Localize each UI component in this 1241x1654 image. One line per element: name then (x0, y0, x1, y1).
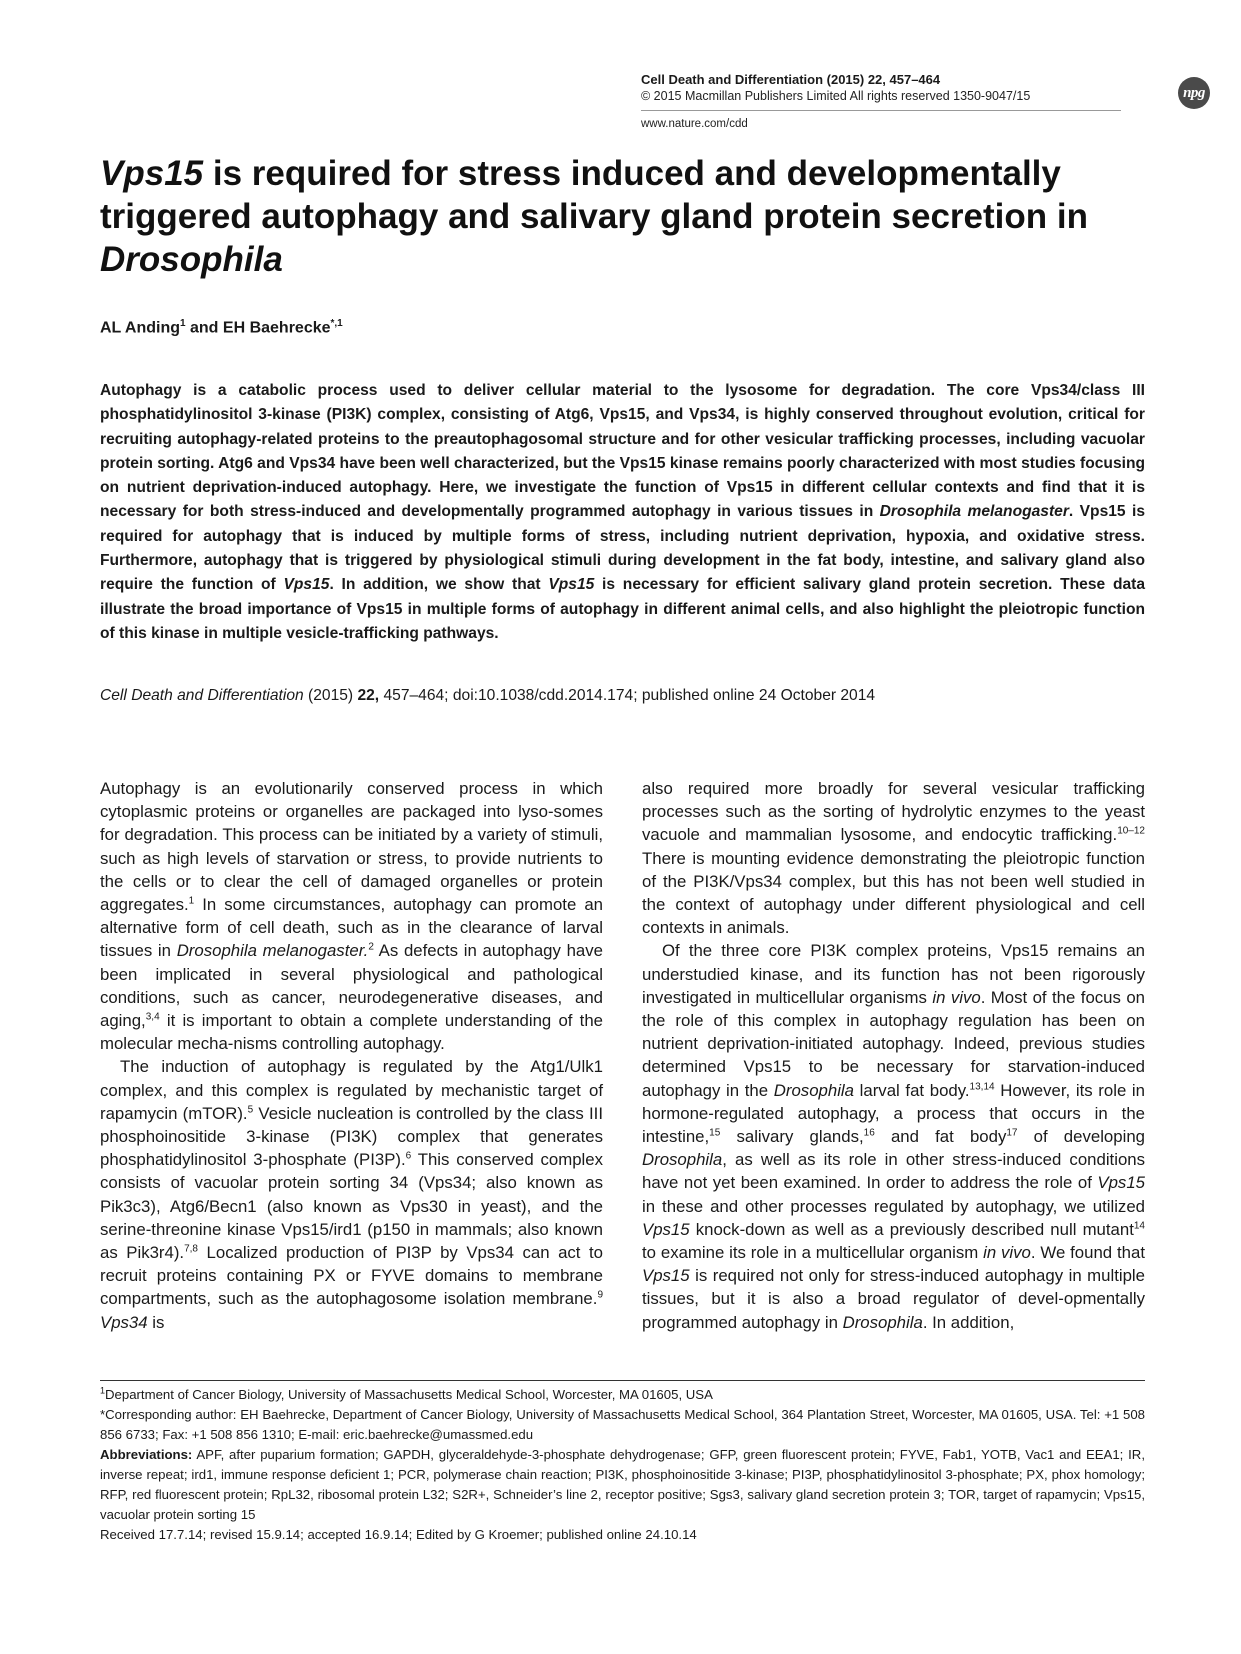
body-italic: in vivo (932, 987, 981, 1007)
author-2-affiliation: *,1 (330, 318, 343, 329)
reference-marker[interactable]: 3,4 (145, 1011, 160, 1023)
abstract-text: . In addition, we show that (329, 576, 549, 594)
title-gene: Vps15 (100, 154, 204, 193)
body-paragraph (100, 777, 603, 1055)
body-paragraph (642, 939, 1145, 1333)
affiliation-marker: 1 (100, 1385, 106, 1396)
received-dates-note: Received 17.7.14; revised 15.9.14; accepted 16.9.14; Edited by G Kroemer; published online 24.10.14 (100, 1527, 697, 1542)
affiliation-note (100, 1385, 1145, 1405)
body-text: In some circumstances, autophagy can promote an alternative form of cell death, such as in the clearance of larval tissues in (100, 895, 603, 961)
body-italic: Drosophila (642, 1150, 723, 1170)
author-list (100, 318, 343, 337)
body-paragraph (100, 1055, 603, 1333)
corresponding-author-note: *Corresponding author: EH Baehrecke, Department of Cancer Biology, University of Massachusetts Medical School, 364 Plantation Street, Worcester, MA 01605, USA. Tel: +1 508 856 6733; Fax: +1 508 856 1310; E-mail: eric.baehrecke@umassmed.edu (100, 1407, 1145, 1442)
abstract-text: . Vps15 is required for autophagy that is induced by multiple forms of stress, including nutrient deprivation, hypoxia, and oxidative stress. Furthermore, autophagy that is triggered by physiological stimuli during development in the fat body, intestine, and salivary gland also require the function of (100, 503, 1146, 594)
reference-marker[interactable]: 15 (709, 1127, 721, 1139)
body-italic: Vps15 (642, 1219, 690, 1239)
footnotes (100, 1385, 1145, 1545)
body-text: Vesicle nucleation is controlled by the class III phosphoinositide 3-kinase (PI3K) complex that generates phosphatidylinositol 3-phosphate (PI3P). (100, 1103, 603, 1170)
journal-header (641, 72, 1121, 104)
abstract-italic: Vps15 (548, 576, 595, 594)
body-paragraph (642, 777, 1145, 939)
author-2: EH Baehrecke (222, 319, 331, 337)
body-italic: Drosophila melanogaster. (176, 941, 369, 961)
body-italic: Vps34 (100, 1312, 148, 1332)
body-text: . In addition, (922, 1312, 1015, 1332)
abstract-text: Autophagy is a catabolic process used to deliver cellular material to the lysosome for degradation. The core Vps34/class III phosphatidylinositol 3-kinase (PI3K) complex, consisting of Atg6, Vps15, and Vps34, is highly conserved throughout evolution, critical for recruiting autophagy-related proteins to the preautophagosomal structure and for other vesicular trafficking processes, including vacuolar protein sorting. Atg6 and Vps34 have been well characterized, but the Vps15 kinase remains poorly characterized with most studies focusing on nutrient deprivation-induced autophagy. Here, we investigate the function of Vps15 in different cellular contexts and find that it is necessary for both stress-induced and developmentally programmed autophagy in various tissues in (100, 382, 1145, 521)
journal-citation: Cell Death and Differentiation (2015) 22, 457–464 (641, 72, 941, 87)
header-rule (641, 110, 1121, 111)
body-text: . We found that (1030, 1243, 1145, 1263)
body-text: in these and other processes regulated by autophagy, we utilized (642, 1196, 1145, 1216)
body-italic: Drosophila (773, 1080, 854, 1100)
body-italic: Drosophila (842, 1312, 923, 1332)
copyright-line: © 2015 Macmillan Publishers Limited All rights reserved 1350-9047/15 (641, 89, 1031, 103)
body-text: knock-down as well as a previously described null mutant (689, 1219, 1134, 1239)
reference-marker[interactable]: 7,8 (184, 1243, 198, 1255)
title-main: is required for stress induced and developmentally triggered autophagy and salivary gland protein secretion in (100, 154, 1088, 236)
reference-marker[interactable]: 10–12 (1117, 825, 1145, 837)
body-italic: in vivo (983, 1243, 1031, 1263)
citation-doi: 457–464; doi:10.1038/cdd.2014.174; published online 24 October 2014 (379, 687, 876, 704)
abbreviations-note (100, 1445, 1145, 1525)
body-text: larval fat body. (854, 1080, 970, 1100)
author-1-affiliation: 1 (179, 318, 186, 329)
reference-marker[interactable]: 13,14 (969, 1081, 995, 1093)
abbreviations-text: APF, after puparium formation; GAPDH, glyceraldehyde-3-phosphate dehydrogenase; GFP, green fluorescent protein; FYVE, Fab1, YOTB, Vac1 and EEA1; IR, inverse repeat; ird1, immune response deficient 1; PCR, polymerase chain reaction; PI3K, phosphoinositide 3-kinase; PI3P, phosphatidylinositol 3-phosphate; PX, phox homology; RFP, red fluorescent protein; RpL32, ribosomal protein L32; S2R+, Schneider’s line 2, receptor positive; Sgs3, salivary gland secretion protein 3; TOR, target of rapamycin; Vps15, vacuolar protein sorting 15 (100, 1447, 1145, 1522)
reference-marker[interactable]: 6 (405, 1150, 412, 1162)
body-text: , as well as its role in other stress-induced conditions have not yet been examined. In order to address the role of (642, 1150, 1145, 1193)
citation-journal: Cell Death and Differentiation (100, 687, 304, 704)
abstract (100, 379, 1145, 646)
reference-marker[interactable]: 1 (188, 895, 195, 907)
body-text: Autophagy is an evolutionarily conserved process in which cytoplasmic proteins or organelles are packaged into lyso-somes for degradation. This process can be initiated by a variety of stimuli, such as high levels of starvation or stress, to provide nutrients to the cells or to clear the cell of damaged organelles or protein aggregates. (100, 779, 603, 915)
reference-marker[interactable]: 5 (247, 1104, 254, 1116)
body-text: it is important to obtain a complete understanding of the molecular mecha-nisms controlling autophagy. (100, 1011, 603, 1054)
body-text: The induction of autophagy is regulated by the Atg1/Ulk1 complex, and this complex is regulated by mechanistic target of rapamycin (mTOR). (100, 1057, 603, 1123)
author-1: AL Anding (100, 319, 180, 337)
body-text: . Most of the focus on the role of this complex in autophagy regulation has been on nutrient deprivation-initiated autophagy. Indeed, previous studies determined Vps15 to be necessary for starvation-induced autophagy in the (642, 987, 1145, 1100)
body-text: also required more broadly for several vesicular trafficking processes such as the sorting of hydrolytic enzymes to the yeast vacuole and mammalian lysosome, and endocytic trafficking. (642, 779, 1145, 845)
reference-marker[interactable]: 9 (597, 1289, 603, 1301)
reference-marker[interactable]: 17 (1006, 1127, 1018, 1139)
body-text: As defects in autophagy have been implicated in several physiological and pathological conditions, such as cancer, neurodegenerative diseases, and aging, (100, 941, 603, 1031)
abstract-text: is necessary for efficient salivary gland protein secretion. These data illustrate the broad importance of Vps15 in multiple forms of autophagy in different animal cells, and also highlight the pleiotropic function of this kinase in multiple vesicle-trafficking pathways. (100, 576, 1146, 642)
citation-year: (2015) (303, 687, 358, 704)
body-text: is required not only for stress-induced autophagy in multiple tissues, but it is also a broad regulator of devel-opmentally programmed autophagy in (642, 1266, 1145, 1332)
body-text: is (147, 1312, 165, 1332)
body-column-right (642, 777, 1145, 1334)
body-text: However, its role in hormone-regulated autophagy, a process that occurs in the intestine, (642, 1080, 1145, 1147)
reference-marker[interactable]: 2 (368, 941, 374, 953)
author-connector: and (185, 319, 223, 337)
body-text: There is mounting evidence demonstrating the pleiotropic function of the PI3K/Vps34 complex, but this has not been well studied in the context of autophagy under different physiological and cell contexts in animals. (642, 848, 1145, 938)
body-text: and fat body (874, 1127, 1007, 1147)
body-italic: Vps15 (642, 1266, 690, 1286)
abstract-italic: Vps15 (283, 576, 330, 594)
body-text: salivary glands, (720, 1127, 864, 1147)
body-text: Localized production of PI3P by Vps34 can act to recruit proteins containing PX or FYVE domains to membrane compartments, such as the autophagosome isolation membrane. (100, 1243, 603, 1309)
citation-volume: 22, (357, 687, 380, 704)
body-column-left (100, 777, 603, 1334)
body-text: This conserved complex consists of vacuolar protein sorting 34 (Vps34; also known as Pik3c3), Atg6/Becn1 (also known as Vps30 in yeast), and the serine-threonine kinase Vps15/ird1 (p150 in mammals; also known as Pik3r4). (100, 1150, 603, 1263)
body-text: to examine its role in a multicellular organism (642, 1243, 984, 1263)
npg-logo: npg (1178, 77, 1210, 109)
abstract-italic: Drosophila melanogaster (879, 503, 1069, 521)
affiliation-text: Department of Cancer Biology, University of Massachusetts Medical School, Worcester, MA 01605, USA (105, 1387, 713, 1402)
title-organism: Drosophila (100, 240, 283, 279)
article-title (100, 152, 1100, 281)
body-italic: Vps15 (1097, 1173, 1145, 1193)
journal-url-link[interactable]: www.nature.com/cdd (641, 118, 748, 130)
reference-marker[interactable]: 14 (1133, 1220, 1145, 1232)
body-text: of developing (1017, 1127, 1145, 1147)
article-citation (100, 686, 875, 706)
body-text: Of the three core PI3K complex proteins, Vps15 remains an understudied kinase, and its function has not been rigorously investigated in multicellular organisms (642, 941, 1145, 1007)
abbreviations-label: Abbreviations: (100, 1447, 193, 1462)
reference-marker[interactable]: 16 (863, 1127, 875, 1139)
footnote-rule (100, 1380, 1145, 1381)
